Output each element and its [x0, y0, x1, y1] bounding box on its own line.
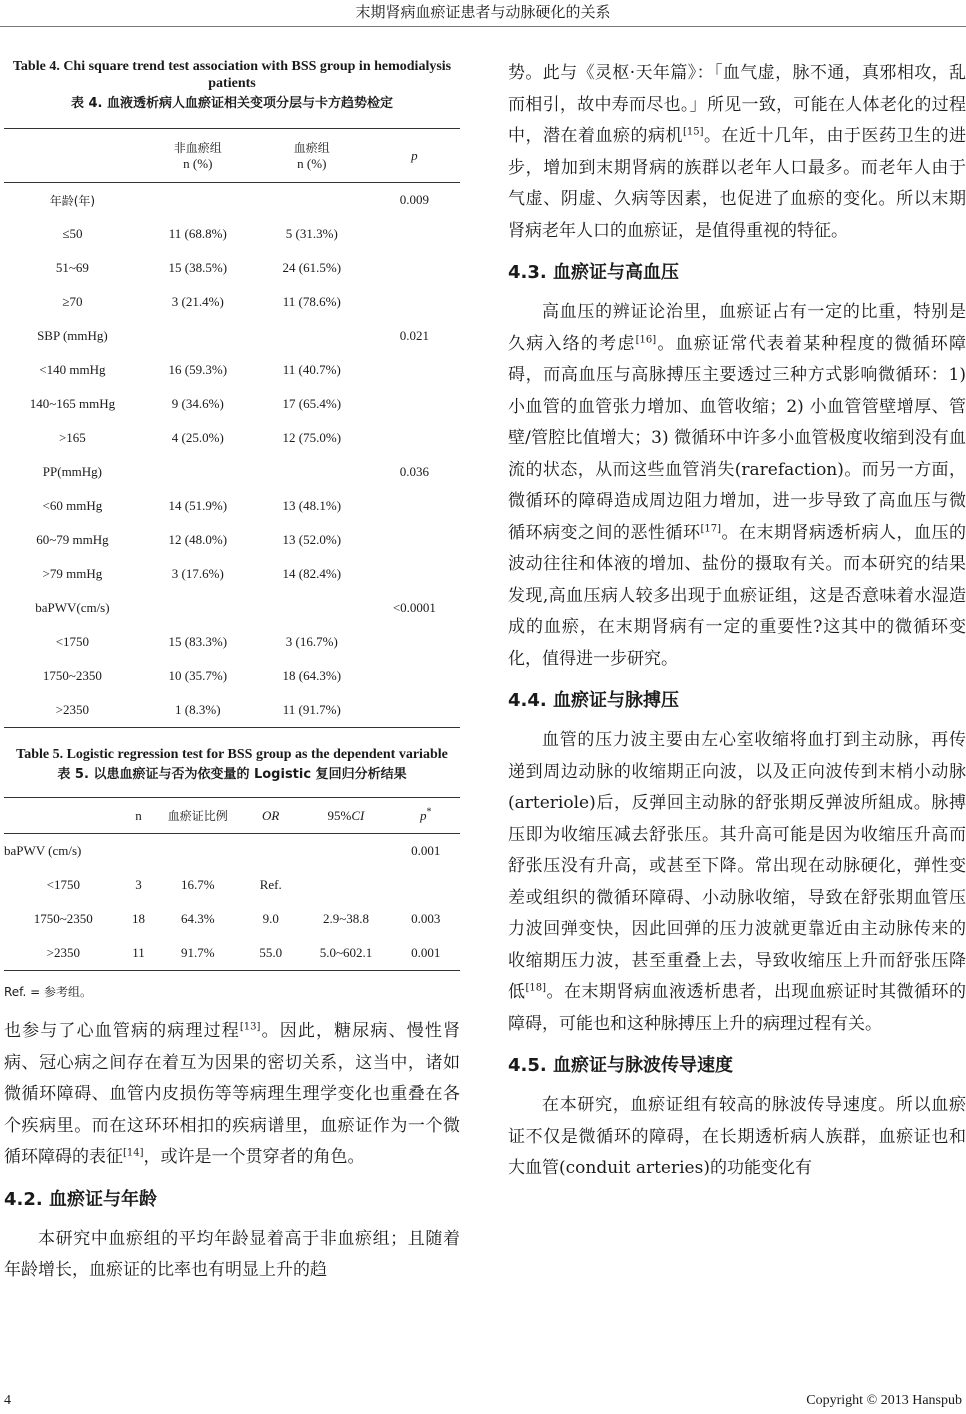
table4-cell-nonbss: 3 (17.6%): [171, 566, 224, 581]
text-segment: 势。此与《灵枢·天年篇》：「血气虚，脉不通，真邪相攻，乱而相引，故中寿而尽也。」所见一致，可能在人体老化的过程中，潜在着血瘀的病机: [508, 63, 966, 146]
citation[interactable]: [16]: [635, 333, 657, 345]
table4-body: [4, 183, 460, 728]
table5-cell-n: 18: [132, 911, 146, 926]
table4-cell-label: 140~165 mmHg: [29, 396, 116, 411]
table5-cell-ratio: 91.7%: [154, 936, 241, 971]
table4-cell-label: <1750: [55, 634, 90, 649]
table5-cell-p: 0.001: [392, 936, 460, 971]
table4-cell-p: [369, 625, 460, 659]
table4-cell-nonbss: 3 (21.4%): [171, 294, 224, 309]
table5-cell-n: 11: [123, 936, 155, 971]
table4-cell-bss: [255, 319, 369, 353]
table4-cell-p: [369, 523, 460, 557]
text-segment: 血管的压力波主要由左心室收缩将血打到主动脉，再传递到周边动脉的收缩期正向波，以及正向波传到末梢小动脉(arteriole)后，反弹回主动脉的舒张期反弹波所組成。脉搏压即为收缩压减去舒张压。其升高可能是因为收缩压升高而舒张压没有升高，或甚至下降。常出现在动脉硬化，弹性变差或组织的微循环障碍、小动脉收缩，导致在舒张期血管压力波回弹变快，因此回弹的压力波就更靠近由主动脉传来的收缩期压力波，甚至重叠上去，导致收缩压上升而舒张压降低: [508, 730, 966, 1002]
table4-row: [4, 625, 460, 659]
table5-cell-ratio: [154, 834, 241, 869]
table5-header-ratio: 血瘀证比例: [154, 798, 241, 834]
table4-cell-nonbss: 15 (83.3%): [168, 634, 228, 649]
running-head: 末期肾病血瘀证患者与动脉硬化的关系: [0, 0, 966, 27]
table4-cell-bss: 13 (52.0%): [282, 532, 342, 547]
table4-cell-nonbss: 4 (25.0%): [171, 430, 224, 445]
citation[interactable]: [17]: [700, 522, 722, 534]
table5-cell-or: [241, 834, 300, 869]
table4-cell-p: [369, 421, 460, 455]
table4-cell-label: PP(mmHg): [42, 464, 103, 479]
table4-cell-nonbss: 9 (34.6%): [171, 396, 224, 411]
table5-row: [4, 834, 460, 869]
table4-cell-label: 60~79 mmHg: [36, 532, 109, 547]
table4-row: [4, 489, 460, 523]
table4-row: [4, 353, 460, 387]
table5-cell-p: 0.003: [411, 911, 441, 926]
text-segment: 。在近十几年，由于医药卫生的进步，增加到末期肾病的族群以老年人口最多。而老年人由于气虚、阴虚、久病等因素，也促进了血瘀的变化。所以末期肾病老年人口的血瘀证，是值得重视的特征。: [508, 126, 966, 241]
table4-cell-bss: [255, 183, 369, 218]
table5-cell-ratio: 16.7%: [180, 877, 215, 892]
table5-cell-n: 3: [135, 877, 142, 892]
text-segment: 。因此，糖尿病、慢性肾病、冠心病之间存在着互为因果的密切关系，这当中，诸如微循环障碍、血管内皮损伤等等病理生理学变化也重叠在各个疾病里。而在这环环相扣的疾病谱里，血瘀证作为一个微循环障碍的表征: [4, 1021, 461, 1167]
table4-cell-label: 年龄(年): [49, 193, 96, 208]
table4-row: [4, 285, 460, 319]
paragraph-pulse-pressure: [508, 725, 966, 1040]
table4-caption-en: Table 4. Chi square trend test association with BSS group in hemodialysis patients: [12, 59, 452, 91]
table5-cell-ci: [300, 868, 391, 902]
table4-row: [4, 387, 460, 421]
table4-cell-label: >79 mmHg: [42, 566, 103, 581]
table4-cell-p: 0.009: [399, 192, 430, 207]
table4-cell-nonbss: 16 (59.3%): [168, 362, 228, 377]
table4-row: [4, 455, 460, 489]
table5-cell-or: 9.0: [262, 911, 279, 926]
table5-body: [4, 834, 460, 971]
table5-cell-or: Ref.: [259, 877, 282, 892]
table4-cell-label: 1750~2350: [42, 668, 102, 683]
table4-row: [4, 659, 460, 693]
table4-cell-p: 0.036: [399, 464, 430, 479]
page-number: 4: [4, 1393, 11, 1408]
table5-cell-ratio: 64.3%: [180, 911, 215, 926]
table4-cell-bss: [255, 591, 369, 625]
table5-row: [4, 936, 460, 971]
table4-cell-p: [369, 251, 460, 285]
citation[interactable]: [18]: [525, 982, 547, 994]
citation[interactable]: [15]: [683, 126, 704, 138]
paragraph-age: [4, 1224, 460, 1287]
table5-header-n: n: [123, 798, 155, 834]
table4-row: [4, 319, 460, 353]
text-segment: 。在末期肾病透析病人，血压的波动往往和体液的增加、盐份的摄取有关。而本研究的结果发现,高血压病人较多出现于血瘀证组，这是否意味着水湿造成的血瘀，在末期肾病有一定的重要性?这其中的微循环变化，值得进一步研究。: [508, 522, 966, 669]
table5-caption-zh: 表 5. 以患血瘀证与否为依变量的 Logistic 复回归分析结果: [57, 767, 407, 782]
table4-cell-p: 0.021: [399, 328, 430, 343]
table5: [4, 797, 460, 971]
table5-cell-label: baPWV (cm/s): [4, 843, 82, 858]
paragraph-aging: [508, 58, 966, 247]
table4-row: [4, 183, 460, 218]
citation[interactable]: [14]: [123, 1147, 144, 1159]
table4-cell-p: [369, 353, 460, 387]
table4-cell-nonbss: [141, 183, 255, 218]
table5-note: Ref. = 参考组。: [4, 985, 93, 999]
table4-cell-bss: 13 (48.1%): [282, 498, 342, 513]
table4-cell-bss: 18 (64.3%): [282, 668, 342, 683]
table5-cell-ci: 5.0~602.1: [300, 936, 391, 971]
table4-header-p: p: [369, 129, 460, 183]
section-heading-4-3: 4.3. 血瘀证与高血压: [508, 262, 679, 283]
table5-caption-en: Table 5. Logistic regression test for BSS group as the dependent variable: [16, 747, 448, 762]
table5-header-p: p*: [392, 798, 460, 834]
table4-cell-p: [369, 217, 460, 251]
paragraph-hypertension: [508, 297, 966, 675]
table4-cell-nonbss: 15 (38.5%): [168, 260, 228, 275]
table4-cell-label: ≤50: [62, 226, 83, 241]
section-heading-4-4: 4.4. 血瘀证与脉搏压: [508, 690, 679, 711]
table4-cell-bss: 12 (75.0%): [282, 430, 342, 445]
text-segment: 。在末期肾病血液透析患者，出现血瘀证时其微循环的障碍，可能也和这种脉搏压上升的病理过程有关。: [508, 982, 966, 1034]
table4-cell-label: <60 mmHg: [42, 498, 103, 513]
table4-cell-p: [369, 557, 460, 591]
table5-row: [4, 868, 460, 902]
table4-cell-label: baPWV(cm/s): [35, 600, 110, 615]
table5-cell-ci: [300, 834, 391, 869]
copyright: Copyright © 2013 Hanspub: [806, 1393, 962, 1408]
table5-cell-label: 1750~2350: [33, 911, 93, 926]
text-segment: ，或许是一个贯穿者的角色。: [143, 1147, 365, 1167]
table5-cell-label: <1750: [46, 877, 80, 892]
table4-row: [4, 217, 460, 251]
text-segment: 也参与了心血管病的病理过程: [4, 1021, 240, 1041]
table4-cell-p: [369, 387, 460, 421]
table4-cell-nonbss: [141, 591, 255, 625]
table4-cell-label: <140 mmHg: [39, 362, 106, 377]
table4-cell-bss: 3 (16.7%): [285, 634, 338, 649]
table4-cell-p: <0.0001: [392, 600, 436, 615]
table4-cell-label: >165: [58, 430, 86, 445]
table5-header-or: OR: [241, 798, 300, 834]
paragraph-cardiovascular: [4, 1016, 460, 1174]
table4-cell-bss: 17 (65.4%): [282, 396, 342, 411]
table5-row: [4, 902, 460, 936]
text-segment: 在本研究，血瘀证组有较高的脉波传导速度。所以血瘀证不仅是微循环的障碍，在长期透析病人族群，血瘀证也和大血管(conduit arteries)的功能变化有: [508, 1095, 966, 1178]
table5-cell-p: 0.001: [411, 843, 441, 858]
table4-cell-nonbss: [141, 455, 255, 489]
right-column: [508, 58, 966, 1185]
table4-cell-nonbss: 10 (35.7%): [168, 668, 228, 683]
table4-cell-bss: 24 (61.5%): [282, 260, 342, 275]
table4-cell-label: SBP (mmHg): [37, 328, 108, 343]
text-segment: 。血瘀证常代表着某种程度的微循环障碍，而高血压与高脉搏压主要透过三种方式影响微循环：1) 小血管的血管张力增加、血管收缩；2) 小血管管壁增厚、管壁/管腔比值增大；3) 微循环中许多小血管极度收缩到没有血流的状态，从而这些血管消失(rarefaction)。而另一方面，微循环的障碍造成周边阻力增加，进一步导致了高血压与微循环病变之间的恶性循环: [508, 333, 966, 543]
citation[interactable]: [13]: [239, 1021, 261, 1033]
table4-row: [4, 693, 460, 728]
table5-header-ci: 95%CI: [300, 798, 391, 834]
table4-cell-label: >2350: [4, 693, 141, 728]
table4-cell-nonbss: 1 (8.3%): [141, 693, 255, 728]
table5-cell-or: 55.0: [241, 936, 300, 971]
table4-cell-nonbss: 12 (48.0%): [168, 532, 228, 547]
table4-row: [4, 421, 460, 455]
section-heading-4-5: 4.5. 血瘀证与脉波传导速度: [508, 1055, 733, 1076]
table4-caption-zh: 表 4. 血液透析病人血瘀证相关变项分层与卡方趋势检定: [70, 96, 394, 111]
table4-row: [4, 557, 460, 591]
table5-cell-label: >2350: [4, 936, 123, 971]
table4-cell-p: [369, 489, 460, 523]
table5-cell-p: [392, 868, 460, 902]
table4-cell-nonbss: 14 (51.9%): [168, 498, 228, 513]
table4-cell-nonbss: [141, 319, 255, 353]
table4-cell-label: 51~69: [55, 260, 89, 275]
table4-cell-label: ≥70: [62, 294, 83, 309]
left-column: [4, 58, 460, 1287]
text-segment: 高血压的辨证论治里，血瘀证占有一定的比重，特别是久病入络的考虑: [508, 302, 966, 354]
table4-cell-p: [369, 659, 460, 693]
table5-cell-ci: 2.9~38.8: [322, 911, 369, 926]
table4-cell-bss: 11 (91.7%): [255, 693, 369, 728]
table4-cell-bss: 5 (31.3%): [285, 226, 338, 241]
table4: [4, 128, 460, 728]
table4-row: [4, 251, 460, 285]
table4-header-bss: 血瘀组 n (%): [255, 129, 369, 183]
table4-cell-bss: 11 (40.7%): [282, 362, 341, 377]
table4-row: [4, 591, 460, 625]
table4-cell-p: [369, 285, 460, 319]
table4-cell-bss: 14 (82.4%): [282, 566, 342, 581]
table4-row: [4, 523, 460, 557]
paragraph-pwv: [508, 1090, 966, 1185]
table5-cell-n: [123, 834, 155, 869]
table4-cell-p: [369, 693, 460, 728]
table4-cell-bss: 11 (78.6%): [282, 294, 341, 309]
text-segment: 本研究中血瘀组的平均年龄显着高于非血瘀组；且随着年龄增长，血瘀证的比率也有明显上升的趋: [4, 1228, 460, 1280]
section-heading-4-2: 4.2. 血瘀证与年龄: [4, 1188, 157, 1210]
table4-cell-nonbss: 11 (68.8%): [168, 226, 227, 241]
table4-cell-bss: [255, 455, 369, 489]
table4-header-nonbss: 非血瘀组 n (%): [141, 129, 255, 183]
